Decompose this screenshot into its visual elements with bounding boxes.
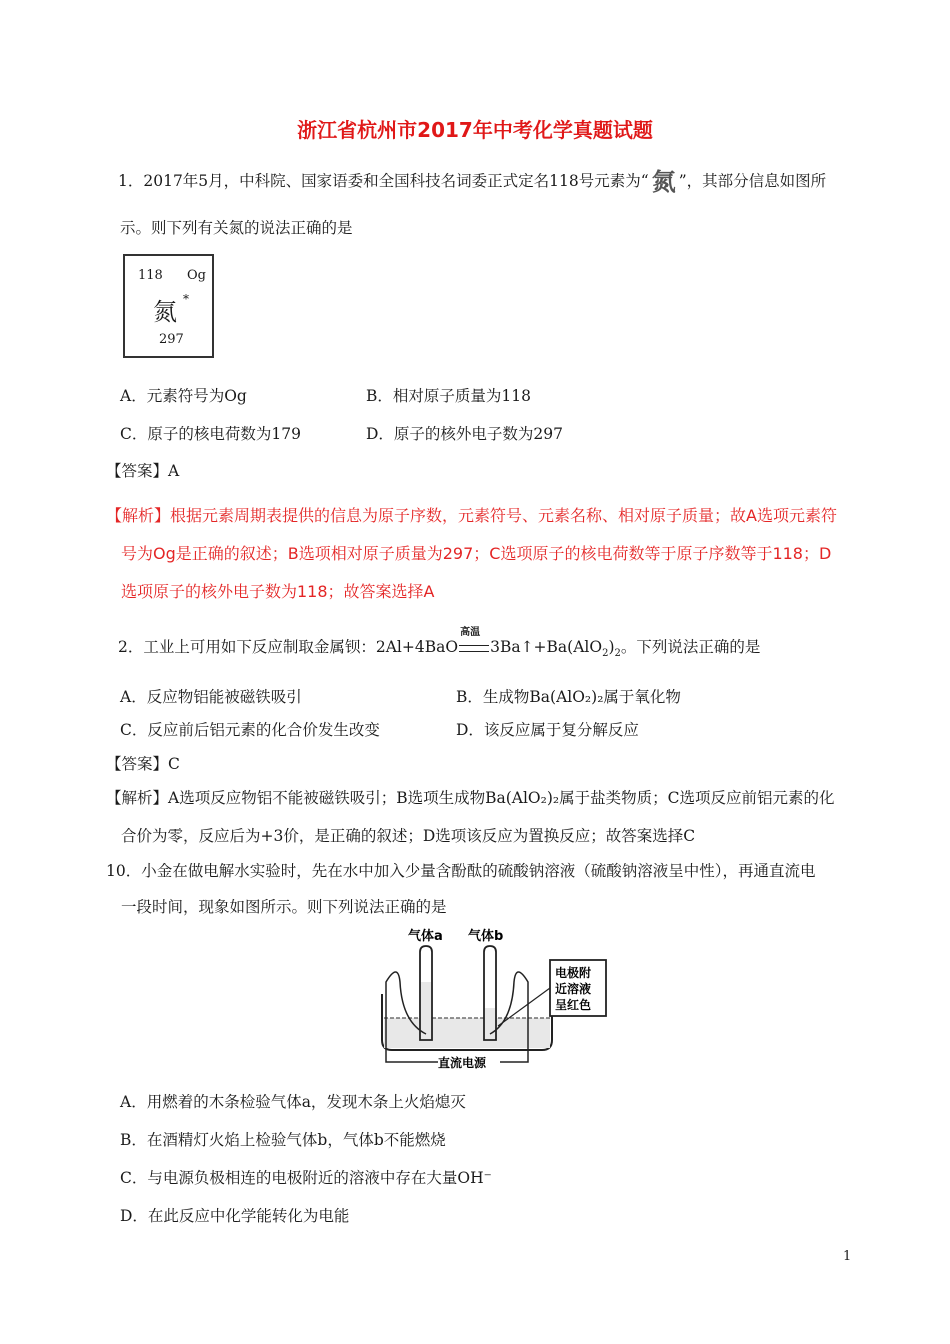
electrolysis-diagram: [372, 922, 612, 1072]
q1-stem-pre: 1．2017年5月，中科院、国家语委和全国科技名词委正式定名118号元素为“: [118, 172, 649, 190]
q10-option-d: D．在此反应中化学能转化为电能: [120, 1207, 350, 1225]
tube-a-liquid: [421, 982, 431, 1039]
page-title: 浙江省杭州市2017年中考化学真题试题: [297, 118, 653, 142]
q2-stem-pre: 2．工业上可用如下反应制取金属钡：2Al+4BaO: [118, 638, 459, 656]
q1-option-c: C．原子的核电荷数为179: [120, 425, 301, 443]
q10-option-a: A．用燃着的木条检验气体a，发现木条上火焰熄灭: [120, 1093, 466, 1111]
element-name: 氮: [153, 298, 177, 326]
q10-stem-line2: 一段时间，现象如图所示。则下列说法正确的是: [121, 898, 447, 916]
q2-product: 3Ba↑+Ba(AlO: [490, 638, 603, 656]
q1-analysis-line3: 选项原子的核外电子数为118；故答案选择A: [121, 582, 435, 601]
q2-option-b: B．生成物Ba(AlO₂)₂属于氧化物: [456, 688, 681, 706]
equals-sign: [459, 645, 489, 652]
q2-option-c: C．反应前后铝元素的化合价发生改变: [120, 721, 380, 739]
callout-line1: 电极附: [555, 966, 592, 980]
element-mark: *: [183, 292, 189, 306]
q1-analysis-line2: 号为Og是正确的叙述；B选项相对原子质量为297；C选项原子的核电荷数等于原子序数等于118；D: [121, 544, 832, 563]
element-symbol: Og: [187, 268, 206, 283]
q10-option-b: B．在酒精灯火焰上检验气体b，气体b不能燃烧: [120, 1131, 446, 1149]
element-mass: 297: [159, 332, 184, 347]
element-glyph-image: 氮: [651, 168, 676, 196]
q2-product-close: ): [608, 638, 615, 656]
q10-stem-line1: 10．小金在做电解水实验时，先在水中加入少量含酚酞的硫酸钠溶液（硫酸钠溶液呈中性），再通直流电: [106, 862, 816, 880]
q1-option-b: B．相对原子质量为118: [366, 387, 531, 405]
reaction-condition: [458, 627, 490, 658]
q2-option-d: D．该反应属于复分解反应: [456, 721, 639, 739]
q1-option-d: D．原子的核外电子数为297: [366, 425, 564, 443]
q2-sub1: 2: [602, 648, 609, 660]
callout-line3: 呈红色: [555, 998, 592, 1012]
q2-answer: 【答案】C: [106, 755, 180, 773]
q1-option-a: A．元素符号为Og: [120, 387, 247, 405]
page-number: 1: [843, 1249, 852, 1264]
q2-analysis-line1: 【解析】A选项反应物铝不能被磁铁吸引；B选项生成物Ba(AlO₂)₂属于盐类物质；C选项反应前铝元素的化: [106, 789, 835, 807]
q2-option-a: A．反应物铝能被磁铁吸引: [120, 688, 302, 706]
condition-label: 高温: [460, 627, 481, 638]
q1-analysis-line1: 【解析】根据元素周期表提供的信息为原子序数，元素符号、元素名称、相对原子质量；故A选项元素符: [106, 506, 837, 525]
element-number: 118: [138, 268, 163, 283]
tube-b-liquid: [485, 1008, 495, 1039]
q1-stem-line1: [118, 170, 826, 194]
solution: [384, 1018, 550, 1048]
q2-stem-post: 。下列说法正确的是: [620, 638, 761, 656]
q2-stem: [118, 627, 761, 665]
q10-option-c: C．与电源负极相连的电极附近的溶液中存在大量OH⁻: [120, 1169, 492, 1187]
q2-analysis-line2: 合价为零，反应后为+3价，是正确的叙述；D选项该反应为置换反应；故答案选择C: [121, 827, 696, 845]
q1-stem-line2: 示。则下列有关氮的说法正确的是: [120, 219, 353, 237]
power-label: 直流电源: [438, 1056, 487, 1070]
callout-line2: 近溶液: [555, 982, 592, 996]
gas-b-label: 气体b: [468, 929, 504, 944]
gas-a-label: 气体a: [408, 929, 443, 944]
q2-sub2: 2: [614, 648, 621, 660]
q1-stem-post: ”，其部分信息如图所: [678, 172, 827, 190]
element-card: [123, 254, 214, 358]
q1-answer: 【答案】A: [106, 462, 180, 480]
